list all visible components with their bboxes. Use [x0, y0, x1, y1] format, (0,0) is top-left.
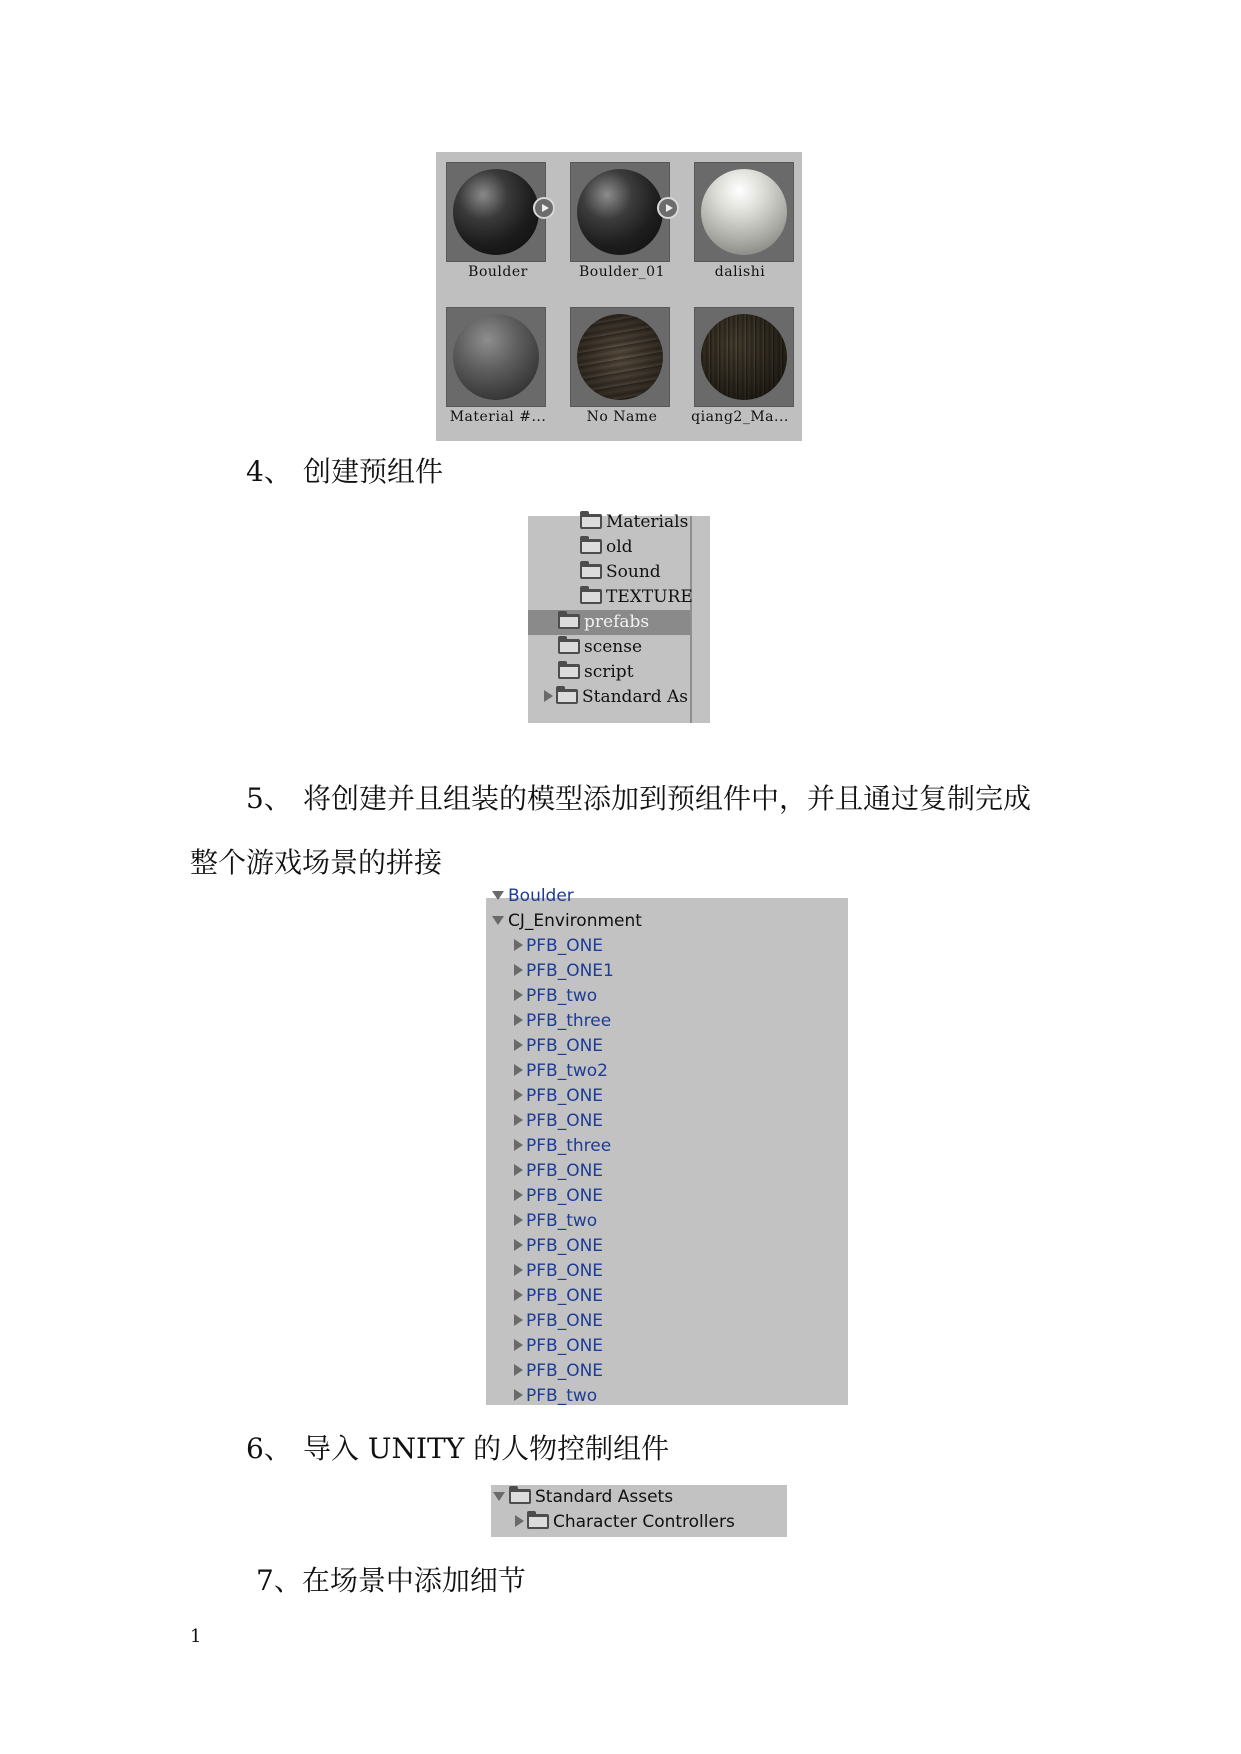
hierarchy-item-label: PFB_ONE: [526, 1336, 604, 1356]
expand-arrow-icon[interactable]: [514, 1239, 523, 1251]
hierarchy-item[interactable]: [514, 1134, 611, 1159]
hierarchy-item[interactable]: [514, 1284, 603, 1309]
hierarchy-item[interactable]: [514, 1184, 603, 1209]
expand-arrow-icon[interactable]: [514, 1314, 523, 1326]
expand-arrow-icon[interactable]: [544, 690, 553, 702]
hierarchy-item[interactable]: [514, 1109, 603, 1134]
hierarchy-item-label: PFB_ONE: [526, 1086, 604, 1106]
hierarchy-item[interactable]: [514, 1359, 603, 1384]
hierarchy-item[interactable]: [514, 1209, 597, 1234]
expand-arrow-icon[interactable]: [514, 1389, 523, 1401]
hierarchy-item[interactable]: [514, 1234, 603, 1259]
page-number: 1: [190, 1626, 202, 1647]
folder-icon: [580, 539, 602, 554]
expand-arrow-icon[interactable]: [514, 1139, 523, 1151]
hierarchy-item-label: PFB_ONE: [526, 1311, 604, 1331]
material-label: Boulder: [468, 264, 528, 280]
material-thumb-material[interactable]: [446, 307, 546, 407]
standard-assets-panel: [491, 1485, 787, 1537]
step-6-heading: 导入 UNITY 的人物控制组件: [303, 1432, 670, 1465]
expand-arrow-icon[interactable]: [515, 1515, 524, 1527]
folder-icon: [509, 1489, 531, 1504]
expand-arrow-icon[interactable]: [514, 1364, 523, 1376]
expand-arrow-icon[interactable]: [514, 1039, 523, 1051]
hierarchy-item[interactable]: [514, 1259, 603, 1284]
folder-item-materials[interactable]: Materials: [580, 510, 688, 535]
hierarchy-item[interactable]: [514, 959, 614, 984]
hierarchy-item-label: PFB_two2: [526, 1061, 608, 1081]
expand-arrow-icon[interactable]: [514, 1214, 523, 1226]
hierarchy-item[interactable]: [514, 1384, 597, 1409]
hierarchy-item-label: PFB_ONE: [526, 1286, 604, 1306]
play-icon[interactable]: [533, 197, 555, 219]
panel-divider: [690, 516, 692, 723]
folder-icon: [556, 689, 578, 704]
folder-item-standard-assets-root[interactable]: Standard Assets: [493, 1485, 673, 1510]
expand-arrow-icon[interactable]: [514, 1114, 523, 1126]
expand-arrow-icon[interactable]: [514, 1164, 523, 1176]
material-thumb-boulder[interactable]: [446, 162, 546, 262]
hierarchy-item-label: PFB_ONE1: [526, 961, 614, 981]
folder-item-script[interactable]: script: [558, 660, 634, 685]
folder-item-standard-assets[interactable]: Standard As: [544, 685, 688, 710]
hierarchy-item[interactable]: [514, 1084, 603, 1109]
hierarchy-root[interactable]: CJ_Environment: [492, 909, 642, 934]
folder-item-old[interactable]: old: [580, 535, 633, 560]
material-grid: [436, 152, 802, 441]
material-label: dalishi: [714, 264, 766, 280]
folder-item-prefabs[interactable]: prefabs: [528, 610, 690, 635]
expand-arrow-icon[interactable]: [514, 1014, 523, 1026]
hierarchy-item-label: PFB_ONE: [526, 1161, 604, 1181]
hierarchy-item-label: PFB_ONE: [526, 1261, 604, 1281]
material-thumb-boulder-01[interactable]: [570, 162, 670, 262]
hierarchy-item-label: PFB_ONE: [526, 1361, 604, 1381]
hierarchy-item-label: PFB_two: [526, 986, 598, 1006]
folder-icon: [558, 664, 580, 679]
expand-arrow-icon[interactable]: [514, 1264, 523, 1276]
folder-item-character-controllers[interactable]: Character Controllers: [515, 1510, 735, 1535]
step-4-number: 4、: [246, 455, 292, 488]
hierarchy-item-label: PFB_ONE: [526, 936, 604, 956]
step-5-line-2: 整个游戏场景的拼接: [190, 846, 443, 879]
hierarchy-item-label: PFB_ONE: [526, 1186, 604, 1206]
hierarchy-item[interactable]: [514, 1309, 603, 1334]
hierarchy-item[interactable]: [514, 1009, 611, 1034]
expand-arrow-icon[interactable]: [514, 1339, 523, 1351]
folder-icon: [527, 1514, 549, 1529]
folder-icon: [558, 614, 580, 629]
hierarchy-item-label: PFB_ONE: [526, 1236, 604, 1256]
collapse-arrow-icon[interactable]: [492, 916, 504, 925]
material-thumb-dalishi[interactable]: [694, 162, 794, 262]
hierarchy-item-label: PFB_three: [526, 1136, 612, 1156]
material-thumb-qiang2[interactable]: [694, 307, 794, 407]
material-label: Boulder_01: [579, 264, 665, 280]
material-label: Material #...: [449, 409, 547, 425]
step-7-heading: 7、在场景中添加细节: [256, 1564, 526, 1597]
expand-arrow-icon[interactable]: [514, 1064, 523, 1076]
step-6-number: 6、: [246, 1432, 292, 1465]
step-5-line-1: 将创建并且组装的模型添加到预组件中，并且通过复制完成: [303, 782, 1032, 815]
material-thumb-no-name[interactable]: [570, 307, 670, 407]
expand-arrow-icon[interactable]: [514, 964, 523, 976]
hierarchy-item-label: PFB_three: [526, 1011, 612, 1031]
collapse-arrow-icon[interactable]: [493, 1492, 505, 1501]
hierarchy-item-label: PFB_ONE: [526, 1111, 604, 1131]
hierarchy-item[interactable]: [514, 984, 597, 1009]
hierarchy-item-label: PFB_ONE: [526, 1036, 604, 1056]
hierarchy-item-label: PFB_two: [526, 1386, 598, 1406]
project-folder-tree: [528, 512, 710, 723]
hierarchy-item[interactable]: [514, 934, 603, 959]
expand-arrow-icon[interactable]: [514, 939, 523, 951]
folder-item-scense[interactable]: scense: [558, 635, 642, 660]
material-label: qiang2_Ma...: [691, 409, 789, 425]
folder-icon: [580, 564, 602, 579]
folder-item-sound[interactable]: Sound: [580, 560, 661, 585]
hierarchy-item[interactable]: [514, 1334, 603, 1359]
hierarchy-item-clipped[interactable]: Boulder: [492, 884, 574, 909]
expand-arrow-icon[interactable]: [514, 1289, 523, 1301]
expand-arrow-icon[interactable]: [514, 1189, 523, 1201]
collapse-arrow-icon[interactable]: [492, 891, 504, 900]
hierarchy-panel: [486, 886, 848, 1406]
hierarchy-item[interactable]: [514, 1159, 603, 1184]
folder-icon: [580, 514, 602, 529]
material-label: No Name: [586, 409, 658, 425]
hierarchy-item[interactable]: [514, 1034, 603, 1059]
play-icon[interactable]: [657, 197, 679, 219]
step-4-heading: 创建预组件: [303, 455, 444, 488]
hierarchy-item[interactable]: [514, 1059, 608, 1084]
expand-arrow-icon[interactable]: [514, 1089, 523, 1101]
folder-item-texture[interactable]: TEXTURE: [580, 585, 693, 610]
step-5-number: 5、: [246, 782, 292, 815]
folder-icon: [558, 639, 580, 654]
folder-icon: [580, 589, 602, 604]
expand-arrow-icon[interactable]: [514, 989, 523, 1001]
hierarchy-item-label: PFB_two: [526, 1211, 598, 1231]
